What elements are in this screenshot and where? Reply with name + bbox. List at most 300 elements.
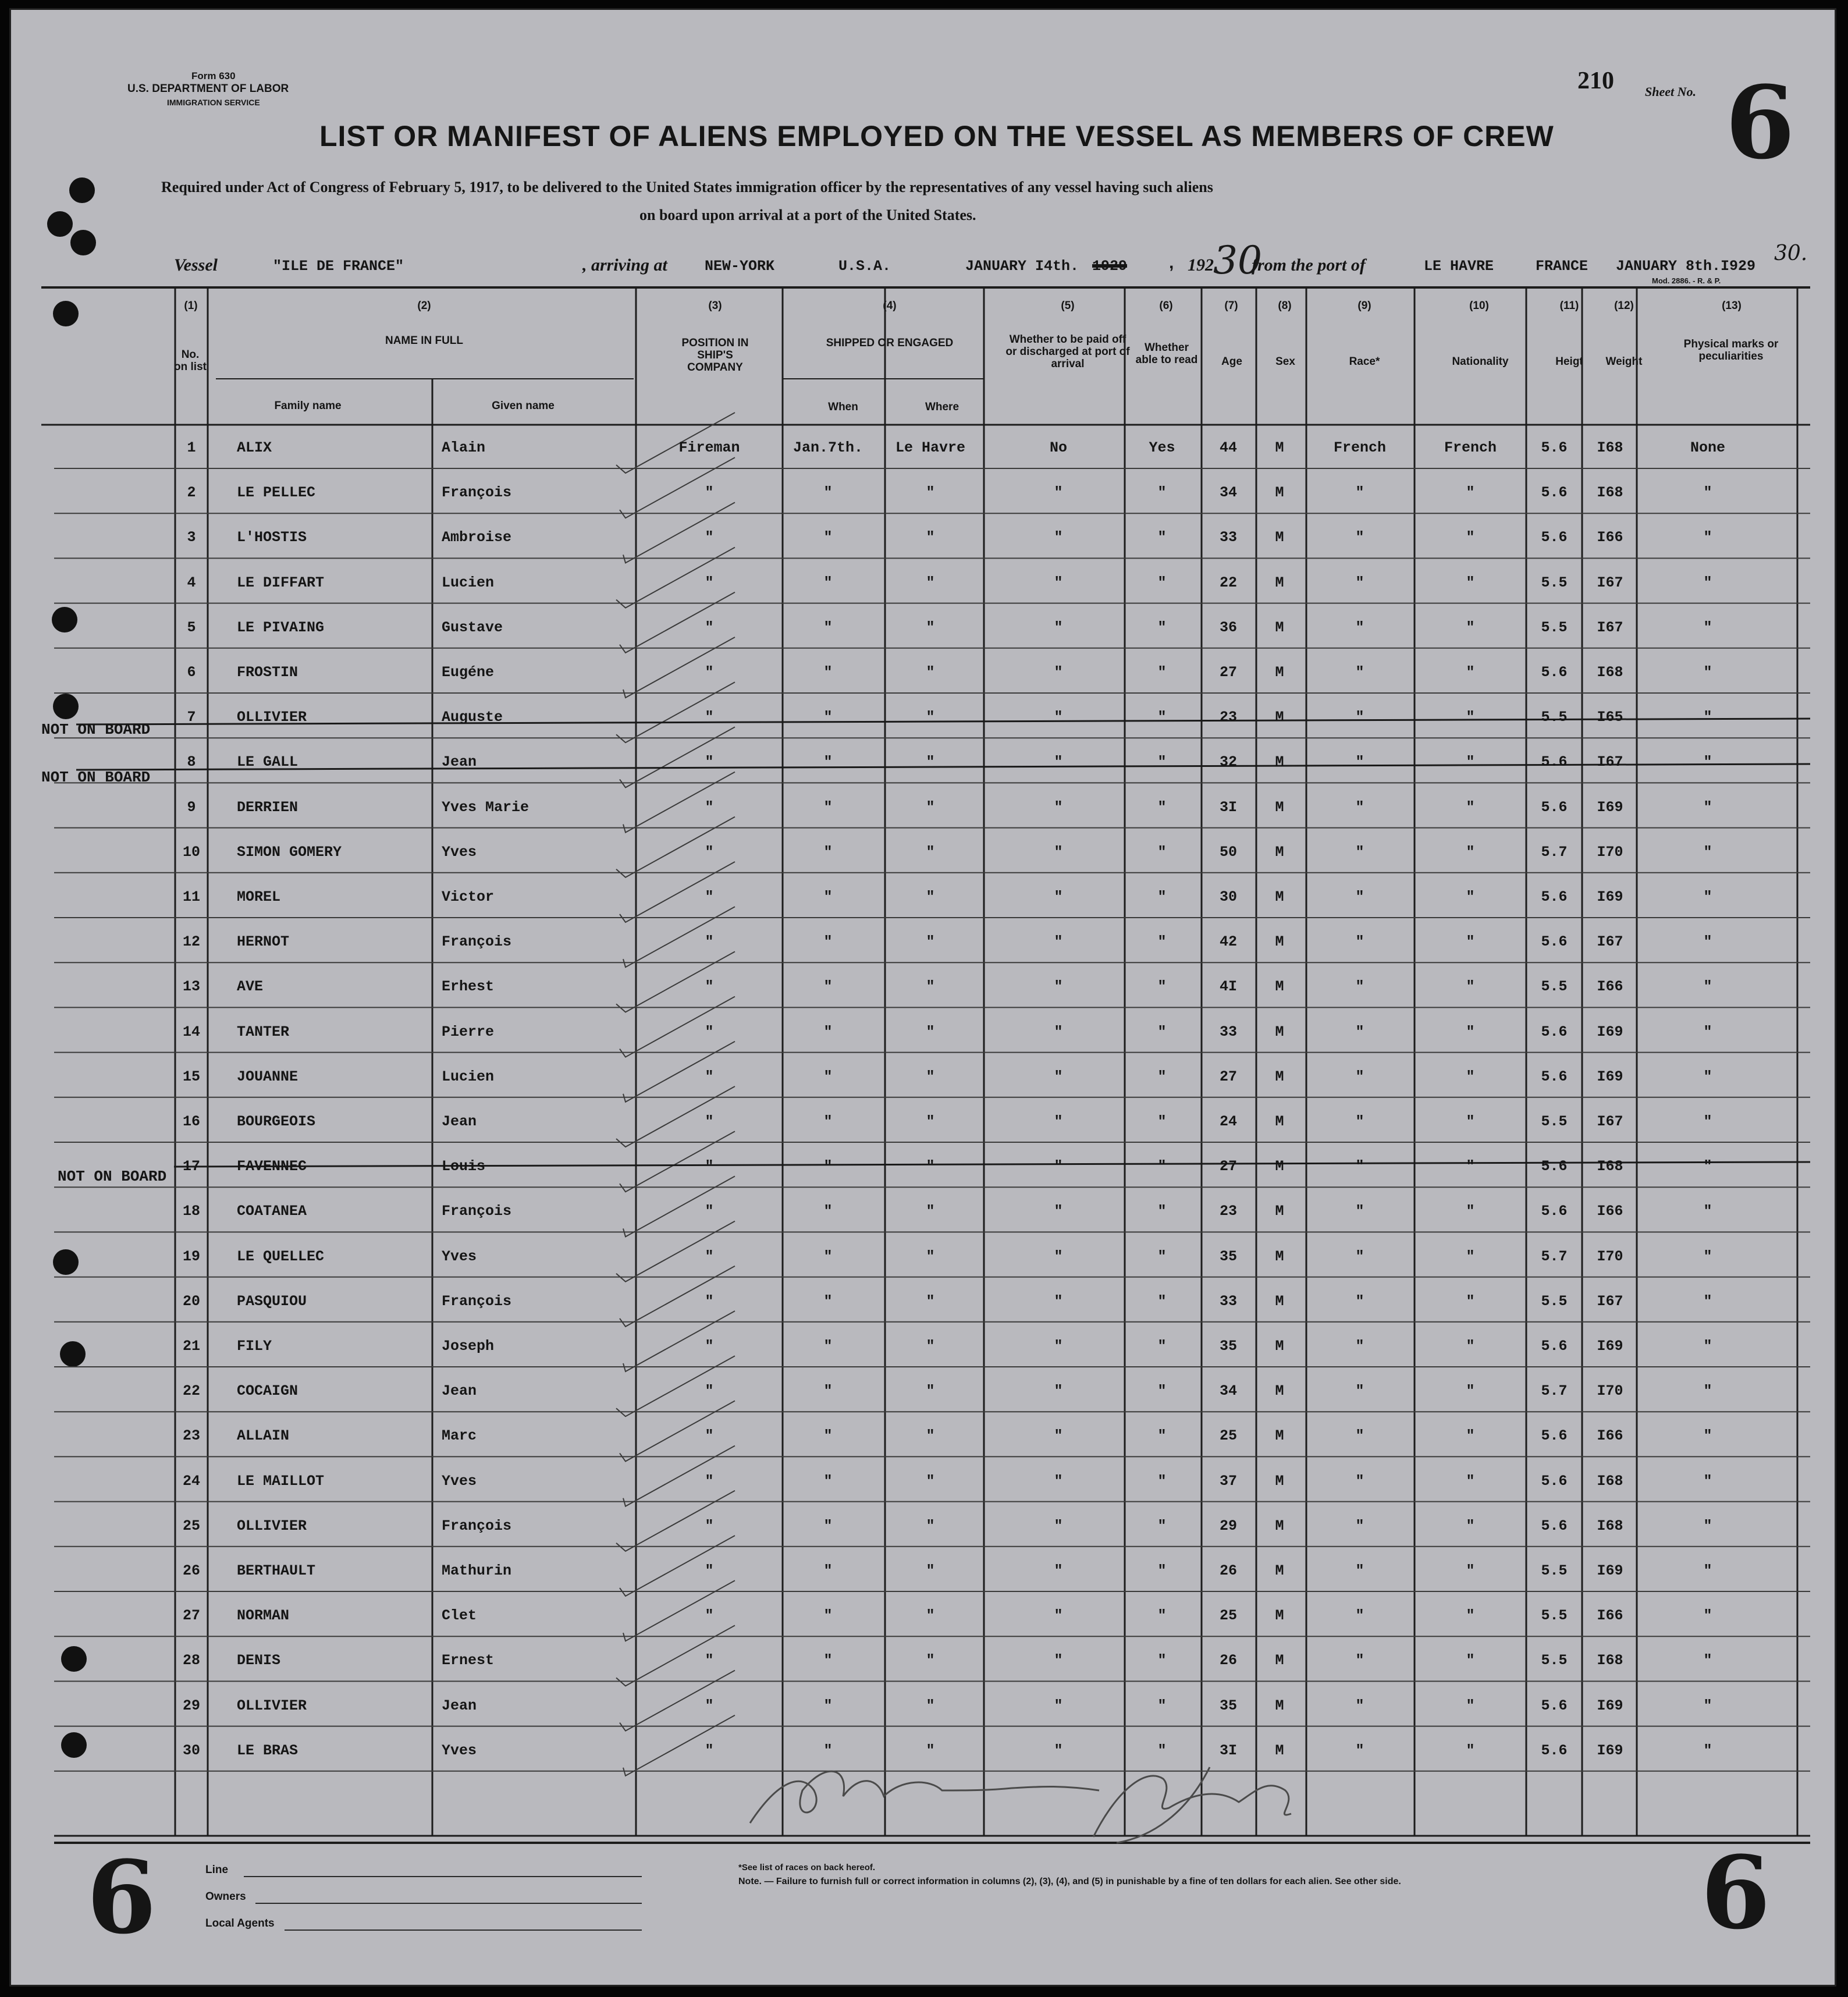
cell-family: DERRIEN	[237, 798, 298, 816]
cell-paid: "	[1054, 1472, 1063, 1490]
cell-weight: I69	[1597, 798, 1623, 816]
cell-height: 5.6	[1541, 798, 1568, 816]
cell-read: "	[1157, 1427, 1167, 1445]
cell-position: "	[705, 1697, 714, 1714]
cell-read: "	[1157, 798, 1167, 816]
cell-given: Marc	[442, 1427, 477, 1445]
cell-given: Eugéne	[442, 664, 495, 681]
cell-weight: I68	[1597, 1652, 1623, 1669]
cell-race: "	[1355, 1652, 1364, 1669]
col1-num: (1)	[184, 300, 198, 312]
cell-marks: "	[1703, 843, 1712, 861]
cell-sex: M	[1275, 1203, 1284, 1220]
cell-family: SIMON GOMERY	[237, 843, 342, 861]
cell-nat: "	[1466, 1292, 1475, 1310]
cell-read: "	[1157, 1158, 1167, 1175]
cell-no: 28	[182, 1652, 201, 1669]
cell-read: "	[1157, 1113, 1167, 1130]
cell-no: 18	[182, 1203, 201, 1220]
cell-when: "	[823, 889, 833, 905]
cell-paid: "	[1054, 1383, 1063, 1400]
cell-when: "	[823, 1427, 833, 1445]
cell-position: "	[705, 843, 714, 861]
cell-given: Jean	[442, 1113, 477, 1130]
cell-race: "	[1355, 1292, 1364, 1310]
cell-nat: "	[1466, 1697, 1475, 1714]
cell-race: "	[1355, 978, 1364, 996]
cell-position: "	[705, 1427, 714, 1445]
cell-height: 5.5	[1541, 1607, 1568, 1625]
cell-where: "	[926, 484, 935, 502]
cell-where: "	[926, 1068, 935, 1085]
cell-read: "	[1157, 529, 1167, 546]
cell-no: 14	[182, 1023, 201, 1040]
cell-race: "	[1355, 664, 1364, 681]
cell-position: "	[705, 1113, 714, 1130]
cell-sex: M	[1275, 1517, 1284, 1534]
cell-height: 5.6	[1541, 1517, 1568, 1534]
cell-weight: I69	[1597, 1068, 1623, 1085]
cell-where: "	[926, 529, 935, 546]
cell-height: 5.6	[1541, 1472, 1568, 1490]
col1-label: No. on list	[174, 349, 207, 373]
cell-no: 26	[182, 1562, 201, 1579]
cell-paid: "	[1054, 709, 1063, 726]
cell-nat: "	[1466, 619, 1475, 636]
cell-paid: "	[1054, 978, 1063, 996]
cell-when: "	[823, 529, 833, 546]
cell-given: Lucien	[442, 574, 495, 591]
cell-family: BERTHAULT	[237, 1562, 316, 1579]
cell-where: "	[926, 1742, 935, 1759]
cell-race: "	[1355, 1383, 1364, 1400]
col4-num: (4)	[883, 300, 897, 312]
departure-port: LE HAVRE	[1424, 258, 1494, 275]
cell-height: 5.6	[1541, 1068, 1568, 1085]
cell-given: Louis	[442, 1158, 486, 1175]
cell-no: 30	[182, 1742, 201, 1759]
cell-sex: M	[1275, 1697, 1284, 1714]
cell-no: 22	[182, 1383, 201, 1400]
col12-label: Weight	[1605, 356, 1643, 368]
races-note: *See list of races on back hereof.	[738, 1863, 876, 1872]
col2-given-label: Given name	[492, 400, 555, 412]
cell-age: 25	[1219, 1427, 1238, 1445]
cell-height: 5.5	[1541, 978, 1568, 996]
cell-weight: I67	[1597, 1113, 1623, 1130]
col3-num: (3)	[708, 300, 722, 312]
cell-no: 17	[182, 1158, 201, 1175]
cell-family: PASQUIOU	[237, 1292, 307, 1310]
cell-no: 13	[182, 978, 201, 996]
cell-family: DENIS	[237, 1652, 281, 1669]
cell-age: 3I	[1219, 798, 1238, 816]
cell-family: COCAIGN	[237, 1383, 298, 1400]
cell-when: "	[823, 1338, 833, 1355]
cell-when: "	[823, 1697, 833, 1714]
cell-paid: No	[1049, 439, 1068, 456]
cell-marks: "	[1703, 1742, 1712, 1759]
cell-position: Fireman	[678, 439, 740, 456]
cell-marks: "	[1703, 1023, 1712, 1040]
cell-position: "	[705, 619, 714, 636]
cell-height: 5.5	[1541, 1652, 1568, 1669]
cell-nat: "	[1466, 529, 1475, 546]
cell-nat: "	[1466, 1248, 1475, 1265]
cell-height: 5.6	[1541, 933, 1568, 951]
cell-position: "	[705, 709, 714, 726]
cell-weight: I70	[1597, 1383, 1623, 1400]
cell-paid: "	[1054, 1292, 1063, 1310]
cell-marks: "	[1703, 1472, 1712, 1490]
cell-position: "	[705, 1203, 714, 1220]
cell-given: François	[442, 1517, 512, 1534]
cell-weight: I68	[1597, 484, 1623, 502]
cell-sex: M	[1275, 1742, 1284, 1759]
cell-where: "	[926, 1292, 935, 1310]
cell-where: "	[926, 933, 935, 951]
cell-family: LE BRAS	[237, 1742, 298, 1759]
cell-nat: "	[1466, 1517, 1475, 1534]
cell-race: "	[1355, 1248, 1364, 1265]
cell-no: 6	[187, 664, 196, 681]
cell-race: "	[1355, 1517, 1364, 1534]
cell-nat: "	[1466, 754, 1475, 771]
cell-race: "	[1355, 1697, 1364, 1714]
departure-country: FRANCE	[1536, 258, 1588, 275]
sheet-label: Sheet No.	[1645, 84, 1696, 99]
col4-label: SHIPPED OR ENGAGED	[826, 337, 954, 349]
cell-sex: M	[1275, 709, 1284, 726]
cell-race: "	[1355, 1068, 1364, 1085]
col10-label: Nationality	[1452, 356, 1509, 368]
cell-position: "	[705, 978, 714, 996]
cell-nat: "	[1466, 1427, 1475, 1445]
cell-height: 5.7	[1541, 1248, 1568, 1265]
cell-age: 23	[1219, 1203, 1238, 1220]
cell-nat: "	[1466, 843, 1475, 861]
mod-note: Mod. 2886. - R. & P.	[1652, 276, 1721, 285]
cell-nat: "	[1466, 1068, 1475, 1085]
cell-marks: "	[1703, 619, 1712, 636]
cell-weight: I66	[1597, 1203, 1623, 1220]
cell-height: 5.5	[1541, 709, 1568, 726]
col2-family-label: Family name	[274, 400, 342, 412]
department: U.S. DEPARTMENT OF LABOR	[127, 83, 289, 95]
cell-sex: M	[1275, 1607, 1284, 1625]
cell-no: 27	[182, 1607, 201, 1625]
year-handwritten: 30	[1213, 238, 1262, 283]
cell-position: "	[705, 529, 714, 546]
col9-label: Race*	[1349, 356, 1380, 368]
arrival-year-struck: 1929	[1092, 258, 1128, 275]
cell-read: "	[1157, 1383, 1167, 1400]
cell-marks: "	[1703, 1383, 1712, 1400]
cell-where: "	[926, 709, 935, 726]
cell-marks: "	[1703, 933, 1712, 951]
cell-position: "	[705, 1292, 714, 1310]
cell-position: "	[705, 1248, 714, 1265]
cell-when: "	[823, 1652, 833, 1669]
cell-position: "	[705, 1652, 714, 1669]
departure-date: JANUARY 8th.I929	[1616, 258, 1756, 275]
cell-where: "	[926, 619, 935, 636]
cell-age: 36	[1219, 619, 1238, 636]
cell-race: "	[1355, 1427, 1364, 1445]
cell-nat: "	[1466, 1023, 1475, 1040]
cell-no: 25	[182, 1517, 201, 1534]
cell-when: "	[823, 1517, 833, 1534]
cell-read: "	[1157, 1023, 1167, 1040]
col2-label: NAME IN FULL	[385, 335, 464, 347]
cell-no: 11	[182, 889, 201, 905]
cell-when: "	[823, 619, 833, 636]
cell-sex: M	[1275, 529, 1284, 546]
col12-num: (12)	[1614, 300, 1634, 312]
cell-age: 42	[1219, 933, 1238, 951]
cell-age: 23	[1219, 709, 1238, 726]
cell-where: "	[926, 1158, 935, 1175]
cell-height: 5.6	[1541, 529, 1568, 546]
cell-given: Yves	[442, 1248, 477, 1265]
cell-where: "	[926, 1338, 935, 1355]
owners-label: Owners	[205, 1891, 246, 1903]
cell-age: 35	[1219, 1248, 1238, 1265]
cell-read: "	[1157, 1697, 1167, 1714]
cell-race: "	[1355, 529, 1364, 546]
cell-paid: "	[1054, 1248, 1063, 1265]
cell-height: 5.6	[1541, 1023, 1568, 1040]
footer-lines	[11, 10, 1838, 1988]
cell-where: "	[926, 889, 935, 905]
cell-age: 35	[1219, 1697, 1238, 1714]
cell-race: "	[1355, 843, 1364, 861]
cell-given: Yves	[442, 1742, 477, 1759]
cell-sex: M	[1275, 574, 1284, 591]
cell-family: FILY	[237, 1338, 272, 1355]
page-title: LIST OR MANIFEST OF ALIENS EMPLOYED ON THE VESSEL AS MEMBERS OF CREW	[319, 120, 1554, 152]
subtitle-line2: on board upon arrival at a port of the United States.	[639, 207, 976, 223]
cell-read: "	[1157, 1607, 1167, 1625]
cell-age: 3I	[1219, 1742, 1238, 1759]
cell-family: AVE	[237, 978, 264, 996]
cell-race: "	[1355, 1158, 1364, 1175]
cell-marks: "	[1703, 1248, 1712, 1265]
cell-sex: M	[1275, 1652, 1284, 1669]
cell-weight: I69	[1597, 1742, 1623, 1759]
cell-where: Le Havre	[895, 439, 966, 456]
cell-weight: I69	[1597, 889, 1623, 905]
service: IMMIGRATION SERVICE	[167, 98, 260, 107]
cell-nat: "	[1466, 1742, 1475, 1759]
cell-weight: I67	[1597, 754, 1623, 771]
cell-race: "	[1355, 1562, 1364, 1579]
col11-num: (11)	[1559, 300, 1579, 312]
cell-family: JOUANNE	[237, 1068, 298, 1085]
cell-when: "	[823, 1203, 833, 1220]
cell-nat: "	[1466, 798, 1475, 816]
cell-position: "	[705, 754, 714, 771]
cell-marks: "	[1703, 1607, 1712, 1625]
cell-position: "	[705, 484, 714, 502]
cell-paid: "	[1054, 754, 1063, 771]
cell-given: Ernest	[442, 1652, 495, 1669]
cell-marks: "	[1703, 1427, 1712, 1445]
cell-sex: M	[1275, 889, 1284, 905]
cell-no: 2	[187, 484, 196, 502]
cell-read: "	[1157, 843, 1167, 861]
footer-sheet-number-right: 6	[1701, 1833, 1771, 1952]
col10-num: (10)	[1469, 300, 1489, 312]
cell-race: "	[1355, 1472, 1364, 1490]
cell-race: "	[1355, 574, 1364, 591]
cell-when: "	[823, 1248, 833, 1265]
cell-when: "	[823, 1068, 833, 1085]
cell-read: "	[1157, 1248, 1167, 1265]
cell-height: 5.6	[1541, 1203, 1568, 1220]
cell-where: "	[926, 1472, 935, 1490]
cell-height: 5.6	[1541, 1742, 1568, 1759]
cell-weight: I68	[1597, 1472, 1623, 1490]
cell-read: "	[1157, 574, 1167, 591]
cell-position: "	[705, 1338, 714, 1355]
cell-where: "	[926, 1203, 935, 1220]
form-number: Form 630	[191, 70, 236, 81]
cell-marks: "	[1703, 1292, 1712, 1310]
cell-when: "	[823, 754, 833, 771]
col13-num: (13)	[1722, 300, 1742, 312]
cell-age: 32	[1219, 754, 1238, 771]
cell-sex: M	[1275, 798, 1284, 816]
col4-where-label: Where	[925, 401, 959, 413]
cell-when: "	[823, 574, 833, 591]
cell-given: Jean	[442, 1383, 477, 1400]
cell-family: LE MAILLOT	[237, 1472, 325, 1490]
cell-height: 5.6	[1541, 664, 1568, 681]
cell-sex: M	[1275, 843, 1284, 861]
cell-nat: "	[1466, 709, 1475, 726]
cell-paid: "	[1054, 484, 1063, 502]
cell-age: 26	[1219, 1562, 1238, 1579]
cell-no: 20	[182, 1292, 201, 1310]
cell-where: "	[926, 1113, 935, 1130]
cell-position: "	[705, 574, 714, 591]
cell-when: "	[823, 978, 833, 996]
cell-nat: "	[1466, 574, 1475, 591]
cell-age: 29	[1219, 1517, 1238, 1534]
cell-weight: I69	[1597, 1697, 1623, 1714]
col4-when-label: When	[828, 401, 858, 413]
cell-read: "	[1157, 933, 1167, 951]
cell-marks: "	[1703, 574, 1712, 591]
cell-height: 5.5	[1541, 1292, 1568, 1310]
col7-num: (7)	[1224, 300, 1238, 312]
line-label: Line	[205, 1864, 229, 1876]
cell-when: "	[823, 1113, 833, 1130]
cell-no: 9	[187, 798, 196, 816]
cell-height: 5.6	[1541, 754, 1568, 771]
cell-given: Victor	[442, 889, 495, 905]
cell-height: 5.6	[1541, 889, 1568, 905]
cell-no: 1	[187, 439, 196, 456]
cell-paid: "	[1054, 619, 1063, 636]
cell-marks: "	[1703, 1697, 1712, 1714]
cell-family: OLLIVIER	[237, 1697, 307, 1714]
cell-given: Erhest	[442, 978, 495, 996]
cell-race: "	[1355, 889, 1364, 905]
cell-sex: M	[1275, 1158, 1284, 1175]
cell-read: "	[1157, 1562, 1167, 1579]
cell-height: 5.7	[1541, 1383, 1568, 1400]
cell-when: "	[823, 1562, 833, 1579]
cell-paid: "	[1054, 1742, 1063, 1759]
agents-label: Local Agents	[205, 1917, 275, 1930]
departure-year-handwritten: 30.	[1774, 241, 1808, 265]
cell-family: LE QUELLEC	[237, 1248, 325, 1265]
col11-label: Heigt	[1555, 356, 1583, 368]
col3-label: POSITION IN SHIP'S COMPANY	[681, 337, 749, 374]
cell-when: "	[823, 1607, 833, 1625]
cell-paid: "	[1054, 1562, 1063, 1579]
cell-when: "	[823, 1023, 833, 1040]
cell-sex: M	[1275, 978, 1284, 996]
cell-nat: "	[1466, 1607, 1475, 1625]
cell-family: ALIX	[237, 439, 272, 456]
cell-age: 25	[1219, 1607, 1238, 1625]
cell-where: "	[926, 978, 935, 996]
cell-marks: "	[1703, 484, 1712, 502]
cell-family: LE DIFFART	[237, 574, 325, 591]
cell-paid: "	[1054, 1203, 1063, 1220]
cell-weight: I70	[1597, 843, 1623, 861]
cell-weight: I67	[1597, 619, 1623, 636]
cell-race: "	[1355, 709, 1364, 726]
cell-where: "	[926, 1517, 935, 1534]
cell-age: 27	[1219, 1158, 1238, 1175]
cell-marks: None	[1690, 439, 1726, 456]
cell-no: 15	[182, 1068, 201, 1085]
cell-nat: "	[1466, 664, 1475, 681]
cell-weight: I67	[1597, 574, 1623, 591]
from-label: from the port of	[1252, 255, 1366, 275]
cell-read: "	[1157, 1652, 1167, 1669]
cell-where: "	[926, 1023, 935, 1040]
col5-num: (5)	[1061, 300, 1075, 312]
cell-marks: "	[1703, 529, 1712, 546]
cell-paid: "	[1054, 798, 1063, 816]
cell-no: 19	[182, 1248, 201, 1265]
cell-position: "	[705, 1742, 714, 1759]
cell-no: 3	[187, 529, 196, 546]
cell-no: 24	[182, 1472, 201, 1490]
cell-where: "	[926, 1697, 935, 1714]
cell-sex: M	[1275, 754, 1284, 771]
cell-age: 26	[1219, 1652, 1238, 1669]
cell-weight: I68	[1597, 1158, 1623, 1175]
cell-when: "	[823, 1742, 833, 1759]
cell-no: 21	[182, 1338, 201, 1355]
page-number: 210	[1577, 67, 1614, 94]
col6-label: Whether able to read	[1135, 342, 1198, 366]
cell-when: "	[823, 484, 833, 502]
cell-sex: M	[1275, 1292, 1284, 1310]
cell-read: "	[1157, 1742, 1167, 1759]
cell-where: "	[926, 754, 935, 771]
cell-nat: "	[1466, 1158, 1475, 1175]
cell-family: LE GALL	[237, 754, 298, 771]
cell-age: 24	[1219, 1113, 1238, 1130]
cell-family: OLLIVIER	[237, 709, 307, 726]
